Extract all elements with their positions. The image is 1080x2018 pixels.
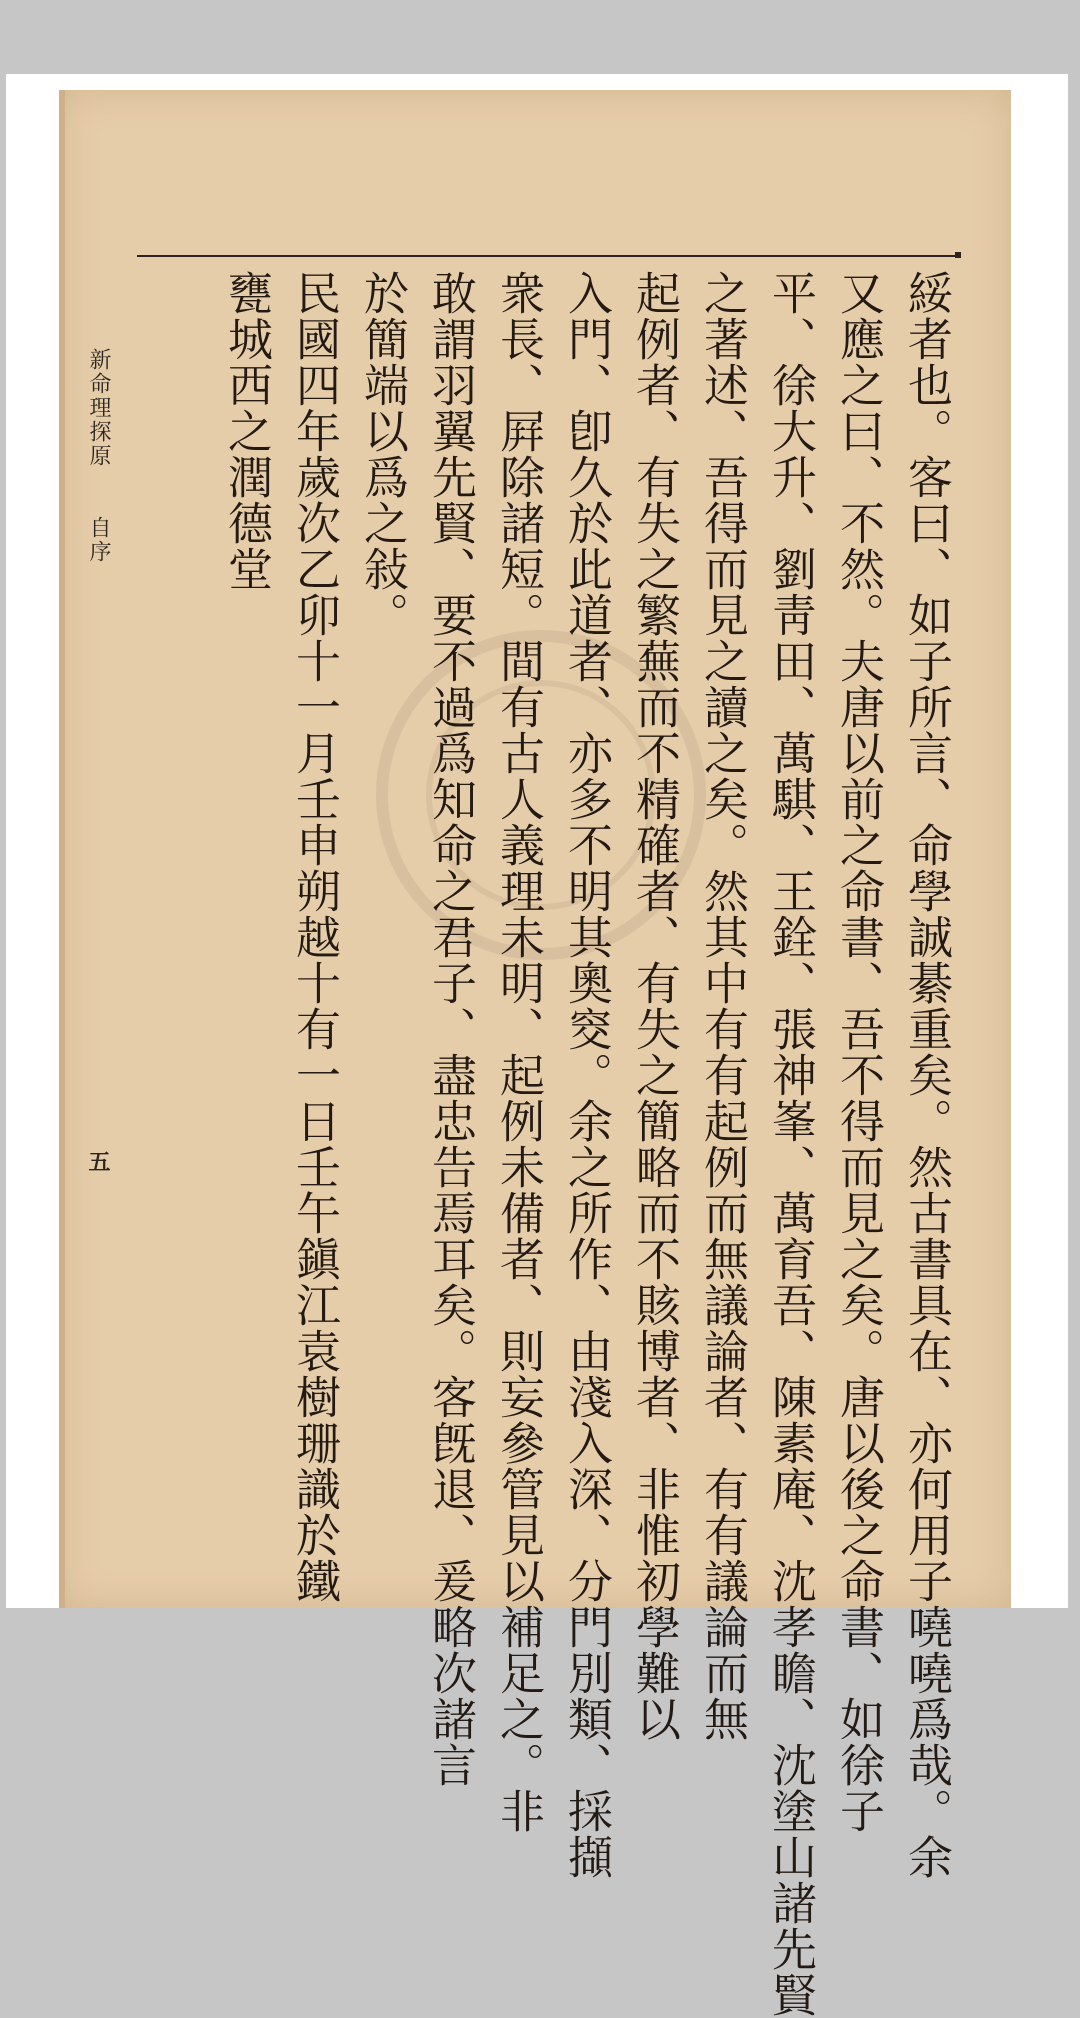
text-column-1: 綏者也。客曰、如子所言、命學誠綦重矣。然古書具在、亦何用子嘵嘵爲哉。余 [900, 270, 953, 1880]
preface-text [220, 270, 953, 2018]
text-column-6: 入門、卽久於此道者、亦多不明其奧窔。余之所作、由淺入深、分門別類、採擷 [560, 270, 613, 1880]
header-rule [137, 255, 957, 257]
book-title: 新命理探原 [86, 348, 111, 468]
text-column-5: 起例者、有失之繁蕪而不精確者、有失之簡略而不賅博者、非惟初學難以 [628, 270, 681, 1742]
page-binding-edge [59, 90, 65, 1608]
text-column-2: 又應之曰、不然。夫唐以前之命書、吾不得而見之矣。唐以後之命書、如徐子 [832, 270, 885, 1834]
running-head [87, 348, 109, 564]
page-number: 五 [85, 1150, 111, 1172]
text-column-8: 敢謂羽翼先賢、要不過爲知命之君子、盡忠告焉耳矣。客旣退、爰略次諸言 [424, 270, 477, 1788]
text-column-4: 之著述、吾得而見之讀之矣。然其中有有起例而無議論者、有有議論而無 [696, 270, 749, 1742]
section-title: 自序 [86, 516, 111, 564]
text-column-7: 衆長、屛除諸短。間有古人義理未明、起例未備者、則妄參管見以補足之。非 [492, 270, 545, 1834]
text-column-9: 於簡端以爲之敍。 [356, 270, 409, 638]
date-signature-line: 民國四年歲次乙卯十一月壬申朔越十有一日壬午鎭江袁樹珊識於鐵 [288, 270, 341, 1604]
place-signature-line: 甕城西之潤德堂 [220, 270, 273, 592]
text-column-3: 平、徐大升、劉靑田、萬騏、王銓、張神峯、萬育吾、陳素庵、沈孝瞻、沈塗山諸先賢 [764, 270, 817, 2018]
book-page [59, 90, 1011, 2018]
